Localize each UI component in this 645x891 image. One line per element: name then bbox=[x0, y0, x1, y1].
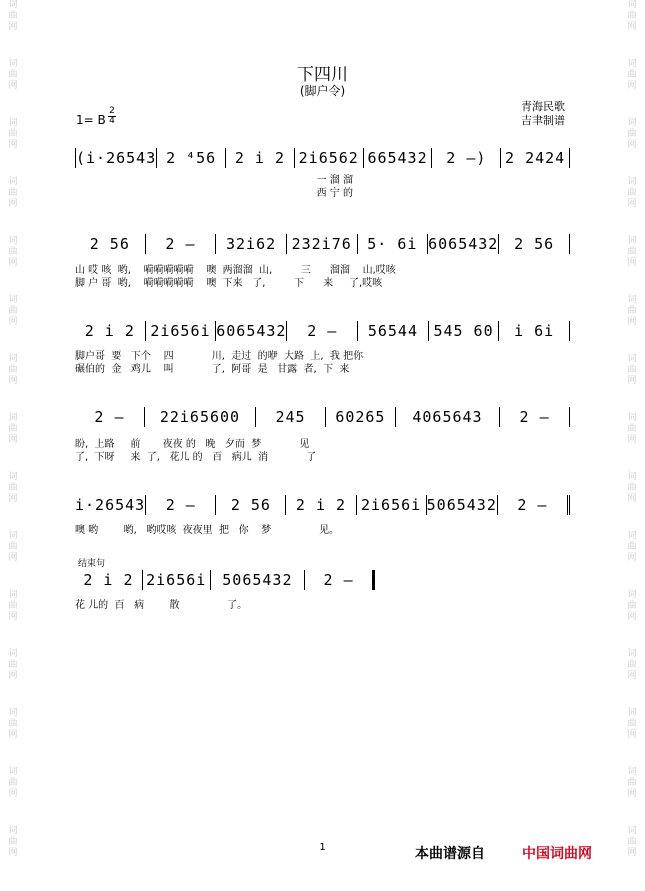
watermark-char: 网 bbox=[627, 317, 637, 327]
measure: 2i656i bbox=[146, 321, 217, 341]
watermark-char: 曲 bbox=[8, 188, 18, 198]
watermark-char: 曲 bbox=[8, 660, 18, 670]
watermark-char: 网 bbox=[627, 22, 637, 32]
watermark-char: 网 bbox=[8, 848, 18, 858]
watermark-char: 词 bbox=[627, 295, 637, 305]
right-watermark-column bbox=[623, 0, 641, 891]
watermark-char: 词 bbox=[8, 354, 18, 364]
measure: i 6i bbox=[499, 321, 570, 341]
watermark-char: 网 bbox=[627, 730, 637, 740]
watermark-char: 网 bbox=[627, 140, 637, 150]
watermark-char: 网 bbox=[8, 258, 18, 268]
measure: 2i6562 bbox=[295, 148, 364, 168]
watermark-char: 曲 bbox=[8, 365, 18, 375]
watermark-char: 词 bbox=[627, 413, 637, 423]
watermark-char: 曲 bbox=[627, 601, 637, 611]
watermark-char: 网 bbox=[8, 730, 18, 740]
watermark-char: 网 bbox=[627, 671, 637, 681]
watermark-char: 词 bbox=[627, 826, 637, 836]
credit-transcriber: 吉聿制谱 bbox=[521, 114, 565, 127]
watermark-char: 网 bbox=[627, 612, 637, 622]
score-line-1 bbox=[75, 148, 570, 168]
measure: 4065643 bbox=[396, 407, 500, 427]
measure: 2 i 2 bbox=[286, 495, 356, 515]
watermark-char: 网 bbox=[627, 81, 637, 91]
watermark-char: 曲 bbox=[627, 424, 637, 434]
watermark-char: 词 bbox=[8, 177, 18, 187]
watermark-char: 词 bbox=[627, 118, 637, 128]
watermark-char: 词 bbox=[627, 236, 637, 246]
watermark-char: 网 bbox=[627, 376, 637, 386]
measure: 60265 bbox=[326, 407, 396, 427]
measure: 545 60 bbox=[429, 321, 500, 341]
meter-bottom: 4 bbox=[109, 116, 115, 126]
watermark-char: 曲 bbox=[8, 424, 18, 434]
watermark-char: 网 bbox=[627, 848, 637, 858]
watermark-char: 网 bbox=[627, 494, 637, 504]
watermark-char: 词 bbox=[627, 177, 637, 187]
watermark-char: 网 bbox=[627, 199, 637, 209]
watermark-char: 曲 bbox=[8, 719, 18, 729]
measure: 2 — bbox=[146, 234, 217, 254]
measure: 2 — bbox=[75, 407, 145, 427]
watermark-char: 网 bbox=[8, 435, 18, 445]
watermark-char: 网 bbox=[8, 612, 18, 622]
watermark-char: 曲 bbox=[8, 837, 18, 847]
lyrics-verse-1: 山 哎 咳 哟, 嗬嗬嗬嗬嗬 噢 两溜溜 山, 三 溜溜 山,哎咳 bbox=[75, 265, 396, 276]
measure: 22i65600 bbox=[145, 407, 256, 427]
watermark-char: 词 bbox=[627, 708, 637, 718]
measure: 2 56 bbox=[75, 234, 146, 254]
measure-repeat-end: 2 — bbox=[498, 495, 570, 515]
watermark-char: 词 bbox=[627, 767, 637, 777]
watermark-char: 曲 bbox=[8, 247, 18, 257]
measure: 5065432 bbox=[211, 570, 306, 590]
measure: 2 — bbox=[146, 495, 216, 515]
lyrics-verse-2: 西 宁 的 bbox=[75, 188, 353, 199]
measure: 2 56 bbox=[216, 495, 286, 515]
watermark-char: 词 bbox=[627, 59, 637, 69]
measure-final: 2 — bbox=[305, 570, 375, 590]
watermark-char: 词 bbox=[627, 0, 637, 10]
watermark-char: 曲 bbox=[627, 306, 637, 316]
meter-top: 2 bbox=[109, 106, 115, 116]
watermark-char: 词 bbox=[627, 472, 637, 482]
watermark-char: 曲 bbox=[627, 719, 637, 729]
watermark-char: 曲 bbox=[8, 601, 18, 611]
measure: 6065432 bbox=[216, 322, 287, 340]
watermark-char: 曲 bbox=[627, 778, 637, 788]
lyrics-verse-1: 噢 哟 哟, 哟哎咳 夜夜里 把 你 梦 见。 bbox=[75, 525, 339, 536]
watermark-char: 曲 bbox=[8, 483, 18, 493]
watermark-char: 词 bbox=[8, 295, 18, 305]
measure: 245 bbox=[256, 407, 326, 427]
score-line-5 bbox=[75, 495, 570, 515]
watermark-char: 网 bbox=[8, 317, 18, 327]
measure: 2i656i bbox=[357, 495, 427, 515]
watermark-char: 词 bbox=[627, 590, 637, 600]
measure: 32i62 bbox=[216, 234, 287, 254]
measure: 665432 bbox=[364, 148, 433, 168]
watermark-char: 词 bbox=[627, 649, 637, 659]
watermark-char: 词 bbox=[8, 590, 18, 600]
watermark-char: 曲 bbox=[627, 188, 637, 198]
measure: 56544 bbox=[358, 321, 429, 341]
watermark-char: 曲 bbox=[627, 11, 637, 21]
measure: 2 — bbox=[287, 321, 358, 341]
measure: 2 56 bbox=[499, 234, 570, 254]
lyrics-ending: 花 儿的 百 病 散 了。 bbox=[75, 600, 248, 611]
measure: 5· 6i bbox=[358, 234, 429, 254]
lyrics-verse-2: 了, 下呀 来 了, 花儿 的 百 病儿 消 了 bbox=[75, 452, 317, 463]
measure: 6065432 bbox=[428, 235, 499, 253]
watermark-char: 网 bbox=[8, 199, 18, 209]
watermark-char: 网 bbox=[8, 140, 18, 150]
lyrics-verse-1: 一 溜 溜 bbox=[75, 175, 353, 186]
watermark-char: 曲 bbox=[627, 129, 637, 139]
watermark-char: 曲 bbox=[627, 483, 637, 493]
measure: 232i76 bbox=[287, 234, 358, 254]
watermark-char: 曲 bbox=[8, 778, 18, 788]
watermark-char: 词 bbox=[8, 708, 18, 718]
watermark-char: 曲 bbox=[8, 542, 18, 552]
watermark-char: 词 bbox=[8, 236, 18, 246]
watermark-char: 网 bbox=[627, 258, 637, 268]
watermark-char: 曲 bbox=[8, 306, 18, 316]
score-line-4 bbox=[75, 407, 570, 427]
watermark-char: 曲 bbox=[8, 70, 18, 80]
key-signature: 1= B bbox=[76, 113, 106, 127]
measure: 2 ⁴56 bbox=[157, 148, 226, 168]
watermark-char: 曲 bbox=[8, 129, 18, 139]
song-subtitle: (脚户令) bbox=[299, 84, 346, 98]
song-title: 下四川 bbox=[297, 65, 348, 85]
watermark-char: 网 bbox=[8, 494, 18, 504]
ending-label: 结束句 bbox=[78, 559, 106, 569]
watermark-char: 网 bbox=[8, 789, 18, 799]
watermark-char: 网 bbox=[8, 671, 18, 681]
measure: 5065432 bbox=[426, 496, 497, 514]
watermark-char: 词 bbox=[8, 118, 18, 128]
measure: (i·26543 bbox=[76, 149, 157, 167]
score-line-ending bbox=[75, 570, 375, 590]
measure: 2 i 2 bbox=[75, 570, 143, 590]
measure: 2i656i bbox=[143, 570, 211, 590]
watermark-char: 词 bbox=[8, 649, 18, 659]
score-line-3 bbox=[75, 321, 570, 341]
watermark-char: 曲 bbox=[627, 542, 637, 552]
watermark-char: 曲 bbox=[627, 837, 637, 847]
watermark-char: 词 bbox=[627, 354, 637, 364]
watermark-char: 网 bbox=[8, 553, 18, 563]
watermark-char: 曲 bbox=[627, 365, 637, 375]
left-watermark-column bbox=[4, 0, 22, 891]
watermark-char: 曲 bbox=[627, 660, 637, 670]
watermark-char: 网 bbox=[627, 435, 637, 445]
watermark-char: 网 bbox=[627, 553, 637, 563]
source-label: 本曲谱源自 bbox=[415, 846, 485, 862]
watermark-char: 词 bbox=[8, 59, 18, 69]
watermark-char: 网 bbox=[8, 376, 18, 386]
watermark-char: 词 bbox=[8, 413, 18, 423]
score-line-2 bbox=[75, 234, 570, 254]
credit-block bbox=[521, 100, 565, 128]
site-name-link[interactable]: 中国词曲网 bbox=[522, 846, 592, 862]
measure: 2 —) bbox=[432, 148, 501, 168]
page-number: 1 bbox=[319, 842, 326, 853]
measure: i·26543 bbox=[75, 496, 146, 514]
lyrics-verse-2: 脚 户 哥 哟, 嗬嗬嗬嗬嗬 噢 下来 了, 下 来 了,哎咳 bbox=[75, 278, 383, 289]
watermark-char: 词 bbox=[8, 0, 18, 10]
credit-origin: 青海民歌 bbox=[521, 100, 565, 113]
watermark-char: 曲 bbox=[627, 70, 637, 80]
measure: 2 i 2 bbox=[75, 321, 146, 341]
watermark-char: 词 bbox=[8, 531, 18, 541]
time-signature bbox=[108, 107, 116, 126]
watermark-char: 曲 bbox=[627, 247, 637, 257]
watermark-char: 网 bbox=[627, 789, 637, 799]
measure: 2 2424 bbox=[501, 148, 570, 168]
watermark-char: 词 bbox=[627, 531, 637, 541]
lyrics-verse-2: 碾伯的 金 鸡儿 叫 了, 阿哥 是 甘露 者, 下 来 bbox=[75, 364, 350, 375]
watermark-char: 曲 bbox=[8, 11, 18, 21]
watermark-char: 词 bbox=[8, 767, 18, 777]
watermark-char: 网 bbox=[8, 22, 18, 32]
measure: 2 — bbox=[500, 407, 570, 427]
measure: 2 i 2 bbox=[226, 148, 295, 168]
watermark-char: 词 bbox=[8, 472, 18, 482]
lyrics-verse-1: 脚户哥 要 下个 四 川, 走过 的咿 大路 上, 我 把你 bbox=[75, 351, 364, 362]
watermark-char: 网 bbox=[8, 81, 18, 91]
lyrics-verse-1: 盼, 上路 前 夜夜 的 晚 夕而 梦 见 bbox=[75, 439, 310, 450]
watermark-char: 词 bbox=[8, 826, 18, 836]
